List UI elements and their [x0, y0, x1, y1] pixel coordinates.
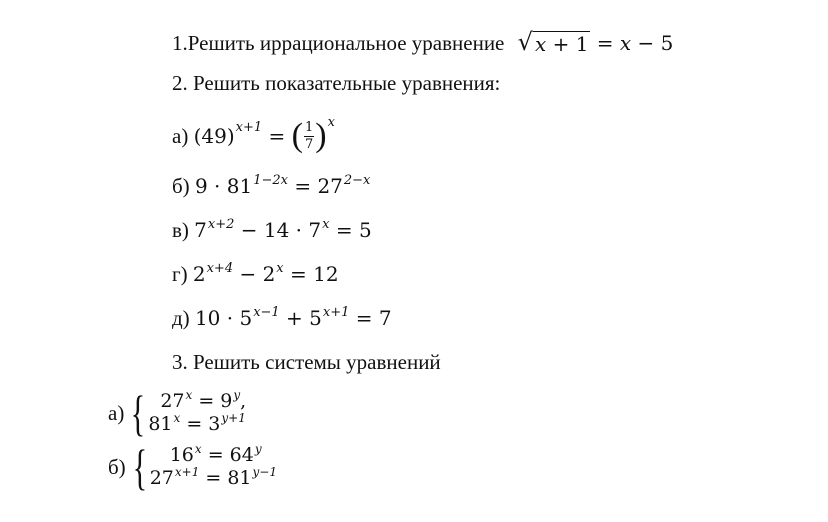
system-b-rows [150, 444, 277, 490]
system-a-brace: { [131, 385, 146, 441]
task2-e-exp2: x+1 [322, 305, 350, 320]
system-b-row2 [150, 467, 277, 490]
sb-r1-e1: x [194, 442, 202, 457]
task2-b-part2: = 27 [287, 174, 343, 198]
task2-b-label: б) [172, 174, 190, 198]
radical-sign: √ [517, 28, 533, 56]
sb-r2-a: 27 [149, 467, 174, 489]
system-b [108, 439, 277, 495]
task2-title: 2. Решить показательные уравнения: [172, 71, 501, 95]
task3-title: 3. Решить системы уравнений [172, 350, 441, 374]
sa-r1-e1: x [185, 388, 193, 403]
task2-d-exp1: x+4 [206, 261, 234, 276]
right-paren: ) [315, 117, 327, 154]
task1-rhs-var: x [619, 31, 632, 55]
task2-d [172, 261, 339, 286]
sb-r1-a: 16 [169, 444, 194, 467]
sa-r2-e2: y+1 [221, 411, 246, 425]
system-a [108, 385, 247, 441]
sb-r1-e2: y [254, 442, 262, 457]
task2-e-exp1: x−1 [253, 305, 280, 320]
task2-d-label: г) [172, 262, 188, 286]
task2-d-part3: = 12 [283, 262, 339, 286]
sb-r1-b: = 64 [201, 444, 254, 467]
task2-c-part3: = 5 [329, 218, 372, 242]
sa-r2-e1: x [173, 411, 181, 425]
sa-r1-a: 27 [160, 390, 185, 413]
task2-a-label: а) [172, 123, 189, 148]
system-a-rows [148, 390, 246, 436]
task1-equals: = [590, 31, 620, 55]
task2-c-part1: 7 [194, 218, 207, 242]
task2-a [172, 116, 335, 156]
task1-text: 1.Решить иррациональное уравнение [172, 31, 505, 55]
task1-line [172, 30, 673, 54]
fraction-denominator: 7 [304, 136, 314, 152]
fraction-numerator: 1 [304, 119, 314, 135]
task2-d-exp2: x [276, 261, 284, 276]
task2-e-label: д) [172, 306, 190, 330]
task2-a-exp2: x [327, 114, 335, 130]
sa-r1-e2: y [233, 388, 241, 403]
task2-c-label: в) [172, 218, 189, 242]
system-b-row1 [150, 444, 277, 467]
task2-e [172, 305, 392, 330]
system-a-row1 [148, 390, 246, 413]
sb-r2-b: = 81 [199, 467, 252, 489]
task2-b-part1: 9 · 81 [194, 174, 253, 198]
task2-d-part1: 2 [192, 262, 206, 286]
task2-d-part2: − 2 [233, 262, 276, 286]
task2-c-part2: − 14 · 7 [234, 218, 322, 242]
task2-a-equals: = [262, 124, 292, 148]
fraction [304, 120, 314, 152]
sa-r2-b: = 3 [180, 413, 221, 435]
sa-r1-c: , [240, 390, 247, 413]
system-b-label: б) [108, 454, 126, 479]
radicand-var: x [534, 32, 547, 56]
task2-e-part2: + 5 [279, 306, 322, 330]
sqrt-expression [518, 30, 591, 54]
task2-c-exp2: x [322, 217, 330, 232]
task2-b-exp1: 1−2x [253, 173, 288, 188]
sa-r1-b: = 9 [192, 390, 233, 413]
sb-r2-e2: y−1 [252, 465, 277, 479]
task1-rhs-rest: − 5 [631, 31, 674, 55]
task2-a-exp: x+1 [235, 119, 263, 135]
radicand-rest: + 1 [546, 32, 589, 56]
sb-r2-e1: x+1 [174, 465, 200, 479]
task2-c-exp1: x+2 [207, 217, 235, 232]
task2-c [172, 217, 372, 242]
task2-b [172, 173, 371, 198]
system-a-row2 [148, 413, 246, 436]
task2-b-exp2: 2−x [343, 173, 371, 188]
system-b-brace: { [132, 439, 147, 495]
left-paren: ( [291, 117, 303, 154]
sa-r2-a: 81 [148, 413, 173, 435]
task2-e-part3: = 7 [349, 306, 392, 330]
task2-a-base: (49) [193, 124, 235, 148]
system-a-label: а) [108, 400, 125, 425]
task2-e-part1: 10 · 5 [194, 306, 253, 330]
